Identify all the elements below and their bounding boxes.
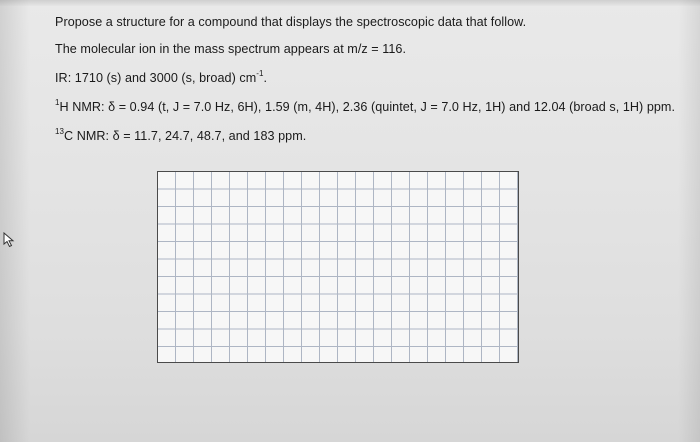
mouse-pointer-icon <box>3 232 17 253</box>
h-nmr-isotope: 1 <box>55 98 60 107</box>
ir-text: IR: 1710 (s) and 3000 (s, broad) cm <box>55 71 257 85</box>
mass-spec-line: The molecular ion in the mass spectrum appears at m/z = 116. <box>55 42 407 56</box>
h-nmr-text: H NMR: δ = 0.94 (t, J = 7.0 Hz, 6H), 1.59 (m, 4H), 2.36 (quintet, J = 7.0 Hz, 1H) and 12.04 (broad s, 1H) ppm. <box>59 100 676 114</box>
question-instruction: Propose a structure for a compound that displays the spectroscopic data that follow. <box>55 15 527 29</box>
ir-unit-exponent: -1 <box>256 69 264 78</box>
left-vignette <box>0 0 30 442</box>
top-edge <box>0 0 700 6</box>
c-nmr-isotope: 13 <box>55 127 64 136</box>
ir-suffix: . <box>263 71 268 85</box>
answer-drawing-grid[interactable] <box>157 171 519 363</box>
c-nmr-text: C NMR: δ = 11.7, 24.7, 48.7, and 183 ppm. <box>64 129 307 143</box>
h-nmr-line <box>55 100 675 114</box>
c-nmr-line <box>55 129 306 143</box>
ir-line <box>55 71 267 85</box>
right-vignette <box>678 0 700 442</box>
